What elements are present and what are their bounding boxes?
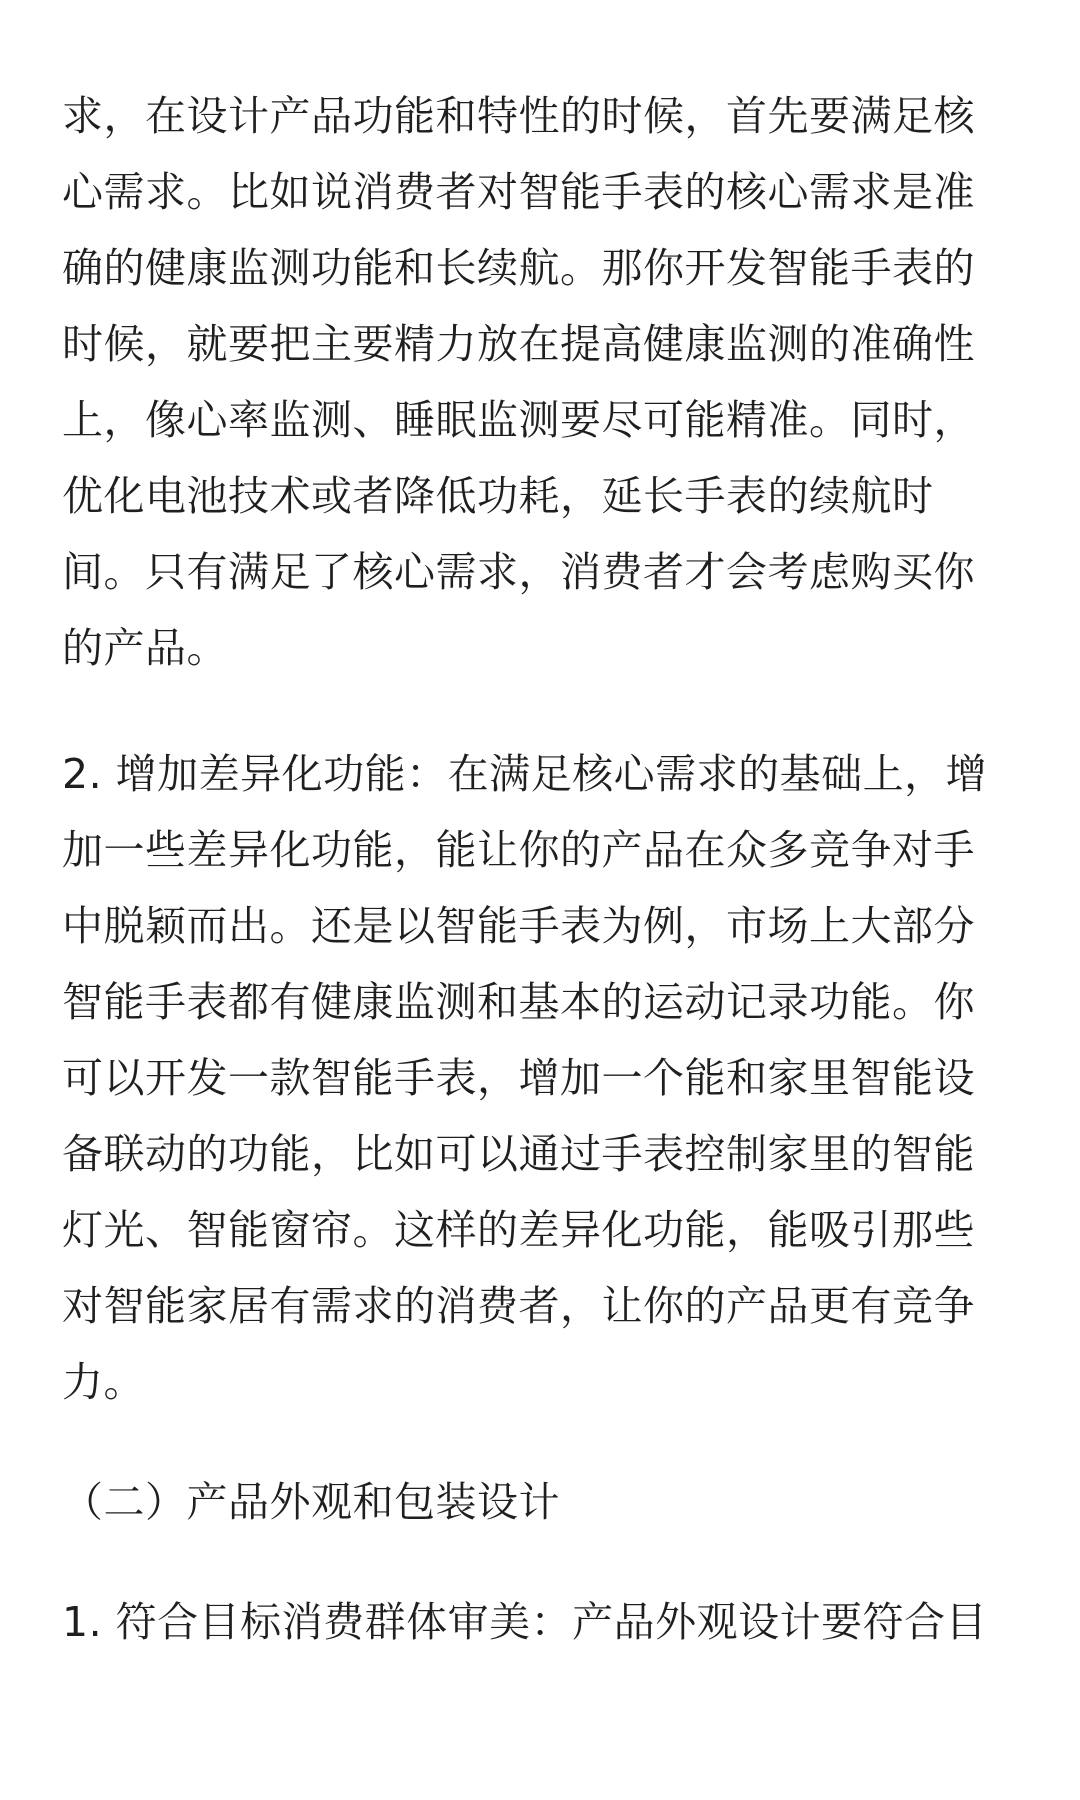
text-line: 确的健康监测功能和长续航。那你开发智能手表的 (62, 244, 975, 292)
text-line: 可以开发一款智能手表，增加一个能和家里智能设 (62, 1054, 975, 1102)
paragraph-spacer (62, 686, 1022, 736)
text-line: 求，在设计产品功能和特性的时候，首先要满足核 (62, 92, 975, 140)
paragraph-spacer (62, 1540, 1022, 1584)
article-body (62, 78, 1022, 1660)
paragraph-aesthetics (62, 1584, 1022, 1660)
text-line: 2. 增加差异化功能：在满足核心需求的基础上，增 (62, 750, 988, 798)
text-line: 对智能家居有需求的消费者，让你的产品更有竞争 (62, 1282, 975, 1330)
paragraph-differentiation (62, 736, 1022, 1420)
paragraph-core-needs (62, 78, 1022, 686)
text-line: 灯光、智能窗帘。这样的差异化功能，能吸引那些 (62, 1206, 975, 1254)
text-line: 心需求。比如说消费者对智能手表的核心需求是准 (62, 168, 975, 216)
paragraph-spacer (62, 1420, 1022, 1464)
text-line: 力。 (62, 1358, 145, 1406)
text-line: 中脱颖而出。还是以智能手表为例，市场上大部分 (62, 902, 975, 950)
text-line: 时候，就要把主要精力放在提高健康监测的准确性 (62, 320, 975, 368)
section-heading: （二）产品外观和包装设计 (62, 1478, 560, 1526)
text-line: 1. 符合目标消费群体审美：产品外观设计要符合目 (62, 1598, 988, 1646)
text-line: 备联动的功能，比如可以通过手表控制家里的智能 (62, 1130, 975, 1178)
text-line: 加一些差异化功能，能让你的产品在众多竞争对手 (62, 826, 975, 874)
text-line: 间。只有满足了核心需求，消费者才会考虑购买你 (62, 548, 975, 596)
text-line: 的产品。 (62, 624, 228, 672)
text-line: 优化电池技术或者降低功耗，延长手表的续航时 (62, 472, 934, 520)
text-line: 上，像心率监测、睡眠监测要尽可能精准。同时， (62, 396, 975, 444)
text-line: 智能手表都有健康监测和基本的运动记录功能。你 (62, 978, 975, 1026)
